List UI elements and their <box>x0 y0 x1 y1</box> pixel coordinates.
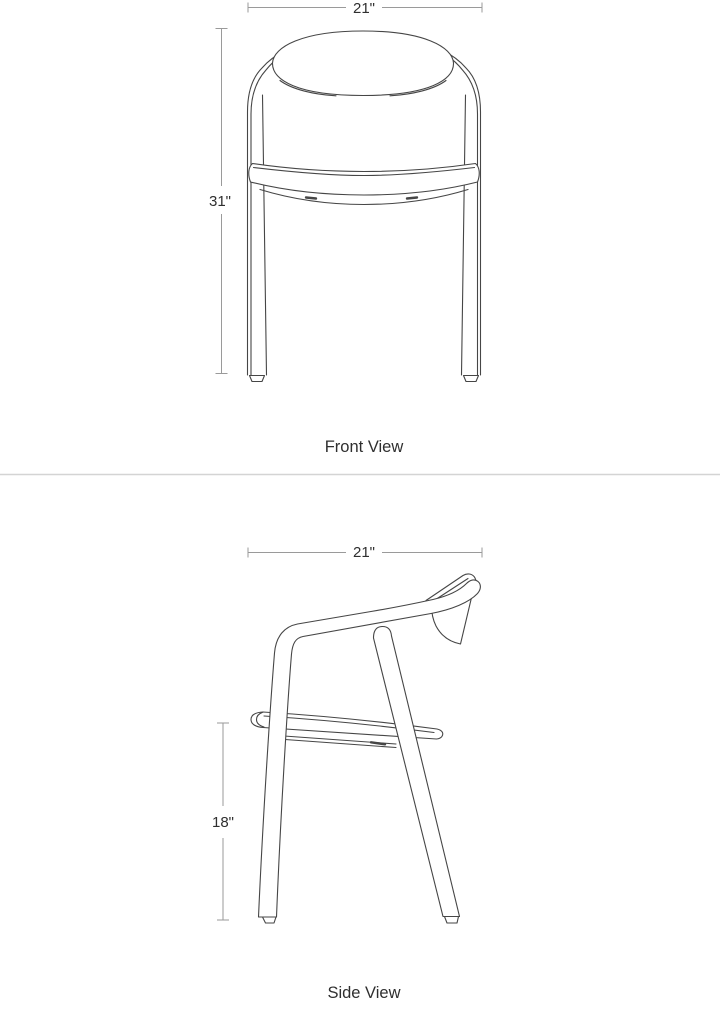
front-view-caption: Front View <box>324 438 404 456</box>
front-feet <box>250 376 479 382</box>
front-frame-legs <box>248 50 481 375</box>
front-seat-rail <box>249 164 479 205</box>
side-stretcher <box>284 736 396 748</box>
front-backrest-cushion <box>272 31 453 96</box>
front-seat-connector-right <box>407 198 417 199</box>
front-height-label: 31" <box>208 193 232 210</box>
side-view-caption: Side View <box>327 984 401 1002</box>
side-feet <box>263 917 459 924</box>
side-seat-height-label: 18" <box>211 814 235 831</box>
side-back-leg <box>374 627 460 917</box>
front-view <box>209 0 482 456</box>
side-view <box>212 544 482 1002</box>
side-width-label: 21" <box>352 544 376 561</box>
front-width-label: 21" <box>352 0 376 17</box>
front-seat-connector-left <box>306 198 316 199</box>
